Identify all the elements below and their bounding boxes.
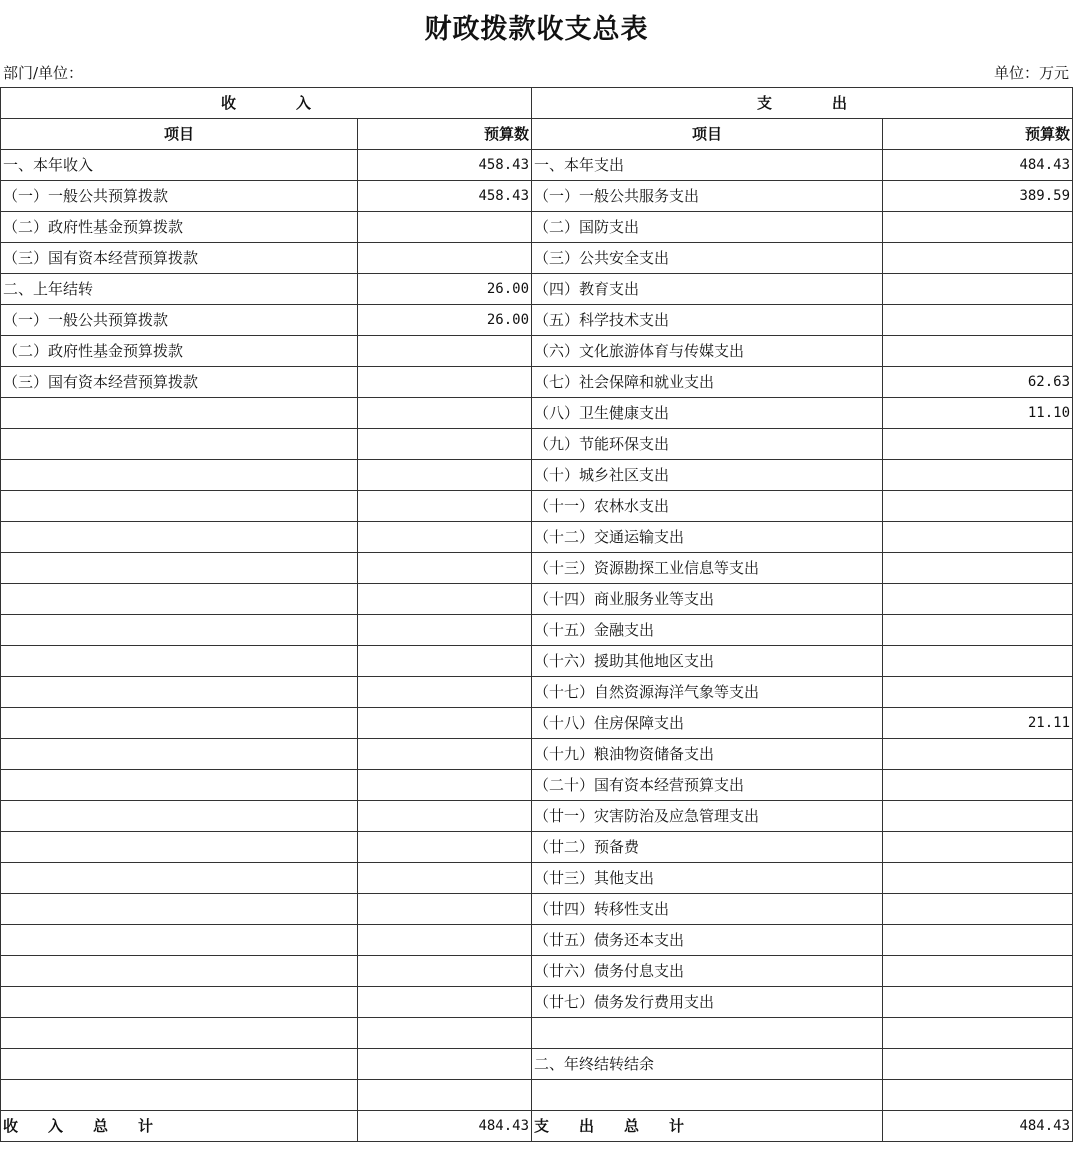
page-title: 财政拨款收支总表: [424, 14, 649, 45]
income-item-cell: [1, 1080, 358, 1111]
totals-row: [1, 1111, 1073, 1142]
table-row: [1, 305, 1073, 336]
income-value-cell: [358, 956, 532, 987]
table-row: [1, 553, 1073, 584]
expense-value-cell: 11.10: [883, 398, 1073, 429]
table-row: [1, 615, 1073, 646]
expense-item-cell: （十六）援助其他地区支出: [532, 646, 883, 677]
expense-value-cell: [883, 553, 1073, 584]
expense-item-cell: （六）文化旅游体育与传媒支出: [532, 336, 883, 367]
table-row: [1, 925, 1073, 956]
income-item-cell: [1, 863, 358, 894]
table-row: [1, 770, 1073, 801]
table-row: [1, 522, 1073, 553]
income-total-label: 收 入 总 计: [1, 1111, 358, 1142]
expense-value-cell: [883, 956, 1073, 987]
table-row: [1, 1080, 1073, 1111]
expense-item-cell: （十七）自然资源海洋气象等支出: [532, 677, 883, 708]
expense-item-cell: （十八）住房保障支出: [532, 708, 883, 739]
expense-value-cell: [883, 987, 1073, 1018]
income-value-cell: [358, 367, 532, 398]
income-value-cell: [358, 925, 532, 956]
expense-item-cell: 二、年终结转结余: [532, 1049, 883, 1080]
expense-value-cell: [883, 584, 1073, 615]
expense-item-cell: （廿五）债务还本支出: [532, 925, 883, 956]
income-value-cell: 458.43: [358, 181, 532, 212]
expense-item-cell: （五）科学技术支出: [532, 305, 883, 336]
income-value-cell: [358, 677, 532, 708]
expense-value-cell: [883, 646, 1073, 677]
table-row: [1, 429, 1073, 460]
table-row: [1, 460, 1073, 491]
income-value-cell: [358, 739, 532, 770]
expense-value-cell: [883, 305, 1073, 336]
income-item-cell: [1, 770, 358, 801]
income-item-cell: [1, 460, 358, 491]
table-body: [1, 150, 1073, 1111]
expense-item-cell: （十九）粮油物资储备支出: [532, 739, 883, 770]
income-item-cell: 二、上年结转: [1, 274, 358, 305]
expense-value-cell: [883, 615, 1073, 646]
expense-item-cell: （十二）交通运输支出: [532, 522, 883, 553]
income-value-cell: [358, 646, 532, 677]
income-value-cell: [358, 491, 532, 522]
expense-value-cell: [883, 677, 1073, 708]
income-item-cell: [1, 987, 358, 1018]
income-item-cell: [1, 584, 358, 615]
expense-value-cell: 21.11: [883, 708, 1073, 739]
table-row: [1, 801, 1073, 832]
income-value-cell: 26.00: [358, 274, 532, 305]
income-total-value: 484.43: [358, 1111, 532, 1142]
table-row: [1, 832, 1073, 863]
income-item-cell: （三）国有资本经营预算拨款: [1, 243, 358, 274]
income-value-cell: [358, 584, 532, 615]
income-value-cell: [358, 770, 532, 801]
unit-label: 单位：万元: [993, 64, 1069, 82]
expense-value-cell: 389.59: [883, 181, 1073, 212]
expense-item-cell: （廿六）债务付息支出: [532, 956, 883, 987]
expense-item-cell: （十）城乡社区支出: [532, 460, 883, 491]
income-item-cell: [1, 522, 358, 553]
table-row: [1, 956, 1073, 987]
expense-value-cell: [883, 863, 1073, 894]
expense-item-cell: （二十）国有资本经营预算支出: [532, 770, 883, 801]
expense-value-cell: [883, 801, 1073, 832]
income-item-cell: [1, 429, 358, 460]
expense-value-cell: [883, 212, 1073, 243]
table-row: [1, 894, 1073, 925]
income-item-cell: [1, 739, 358, 770]
department-label: 部门/单位：: [3, 64, 84, 82]
expense-item-cell: （廿四）转移性支出: [532, 894, 883, 925]
income-item-cell: （二）政府性基金预算拨款: [1, 212, 358, 243]
expense-value-cell: [883, 832, 1073, 863]
income-header: 收 入: [1, 88, 532, 119]
income-value-cell: [358, 398, 532, 429]
table-row: [1, 274, 1073, 305]
income-value-cell: [358, 243, 532, 274]
table-row: [1, 863, 1073, 894]
income-item-cell: [1, 832, 358, 863]
table-row: [1, 491, 1073, 522]
expense-item-cell: （二）国防支出: [532, 212, 883, 243]
section-header-row: [1, 88, 1073, 119]
table-row: [1, 987, 1073, 1018]
table-row: [1, 739, 1073, 770]
expense-value-cell: [883, 336, 1073, 367]
expense-item-cell: （八）卫生健康支出: [532, 398, 883, 429]
expense-value-cell: [883, 739, 1073, 770]
expense-item-cell: （四）教育支出: [532, 274, 883, 305]
table-row: [1, 584, 1073, 615]
income-item-cell: [1, 925, 358, 956]
expense-header: 支 出: [532, 88, 1073, 119]
income-item-cell: 一、本年收入: [1, 150, 358, 181]
income-value-cell: [358, 615, 532, 646]
income-value-cell: [358, 1018, 532, 1049]
income-value-cell: [358, 429, 532, 460]
expense-item-cell: （廿一）灾害防治及应急管理支出: [532, 801, 883, 832]
table-row: [1, 212, 1073, 243]
income-value-cell: [358, 460, 532, 491]
expense-item-cell: （九）节能环保支出: [532, 429, 883, 460]
expense-value-cell: [883, 770, 1073, 801]
budget-table: [0, 87, 1073, 1142]
income-value-cell: 458.43: [358, 150, 532, 181]
expense-item-cell: （十四）商业服务业等支出: [532, 584, 883, 615]
expense-item-cell: （廿三）其他支出: [532, 863, 883, 894]
income-value-cell: [358, 894, 532, 925]
column-header-row: [1, 119, 1073, 150]
expense-value-cell: 484.43: [883, 150, 1073, 181]
income-item-cell: [1, 646, 358, 677]
expense-item-cell: （一）一般公共服务支出: [532, 181, 883, 212]
income-value-cell: [358, 212, 532, 243]
income-value-cell: [358, 1080, 532, 1111]
income-item-cell: [1, 1049, 358, 1080]
table-row: [1, 1049, 1073, 1080]
income-item-header: 项目: [1, 119, 358, 150]
income-item-cell: [1, 956, 358, 987]
expense-value-cell: [883, 1018, 1073, 1049]
table-row: [1, 708, 1073, 739]
expense-item-cell: （十五）金融支出: [532, 615, 883, 646]
expense-item-cell: （七）社会保障和就业支出: [532, 367, 883, 398]
income-item-cell: [1, 491, 358, 522]
table-row: [1, 336, 1073, 367]
income-value-cell: 26.00: [358, 305, 532, 336]
expense-total-value: 484.43: [883, 1111, 1073, 1142]
income-item-cell: （一）一般公共预算拨款: [1, 305, 358, 336]
table-row: [1, 677, 1073, 708]
table-row: [1, 150, 1073, 181]
income-item-cell: [1, 553, 358, 584]
income-item-cell: [1, 398, 358, 429]
income-value-cell: [358, 522, 532, 553]
expense-item-header: 项目: [532, 119, 883, 150]
income-value-cell: [358, 987, 532, 1018]
expense-value-cell: [883, 894, 1073, 925]
expense-value-cell: [883, 925, 1073, 956]
expense-value-cell: [883, 460, 1073, 491]
expense-item-cell: （十三）资源勘探工业信息等支出: [532, 553, 883, 584]
expense-item-cell: （廿二）预备费: [532, 832, 883, 863]
table-row: [1, 367, 1073, 398]
income-item-cell: [1, 615, 358, 646]
income-value-cell: [358, 708, 532, 739]
income-value-cell: [358, 336, 532, 367]
expense-value-cell: [883, 243, 1073, 274]
income-value-cell: [358, 863, 532, 894]
expense-total-label: 支 出 总 计: [532, 1111, 883, 1142]
expense-value-cell: [883, 1080, 1073, 1111]
table-row: [1, 181, 1073, 212]
expense-value-cell: [883, 1049, 1073, 1080]
table-row: [1, 1018, 1073, 1049]
expense-value-cell: [883, 522, 1073, 553]
income-item-cell: [1, 894, 358, 925]
income-value-cell: [358, 801, 532, 832]
expense-budget-header: 预算数: [883, 119, 1073, 150]
expense-value-cell: [883, 274, 1073, 305]
expense-item-cell: [532, 1018, 883, 1049]
income-budget-header: 预算数: [358, 119, 532, 150]
income-item-cell: [1, 1018, 358, 1049]
table-row: [1, 646, 1073, 677]
expense-item-cell: （十一）农林水支出: [532, 491, 883, 522]
income-item-cell: [1, 801, 358, 832]
expense-item-cell: （廿七）债务发行费用支出: [532, 987, 883, 1018]
income-value-cell: [358, 1049, 532, 1080]
income-item-cell: [1, 677, 358, 708]
table-row: [1, 243, 1073, 274]
income-value-cell: [358, 553, 532, 584]
income-item-cell: （三）国有资本经营预算拨款: [1, 367, 358, 398]
expense-item-cell: （三）公共安全支出: [532, 243, 883, 274]
expense-value-cell: [883, 429, 1073, 460]
expense-item-cell: 一、本年支出: [532, 150, 883, 181]
income-item-cell: [1, 708, 358, 739]
income-item-cell: （二）政府性基金预算拨款: [1, 336, 358, 367]
income-value-cell: [358, 832, 532, 863]
table-row: [1, 398, 1073, 429]
income-item-cell: （一）一般公共预算拨款: [1, 181, 358, 212]
expense-value-cell: [883, 491, 1073, 522]
expense-item-cell: [532, 1080, 883, 1111]
expense-value-cell: 62.63: [883, 367, 1073, 398]
